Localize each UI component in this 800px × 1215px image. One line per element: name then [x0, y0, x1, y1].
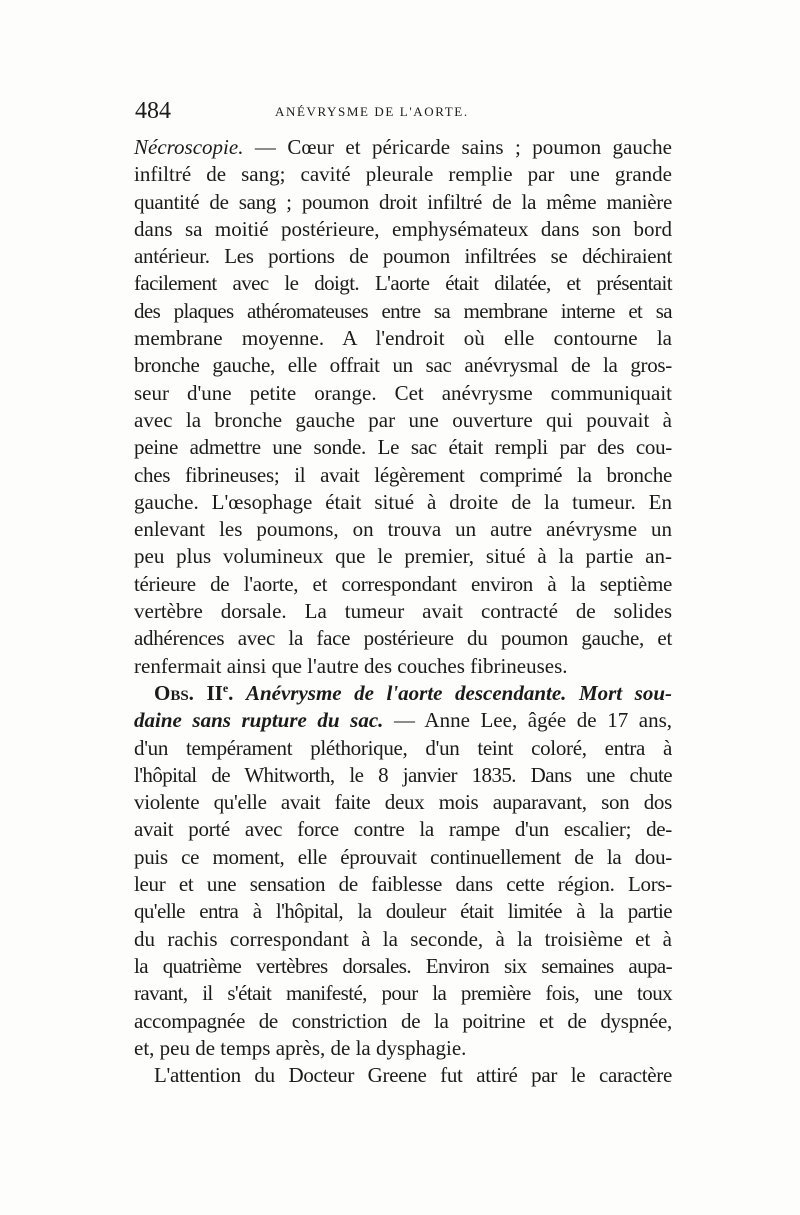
text-line: la quatrième vertèbres dorsales. Environ six semaines aupa- — [134, 953, 672, 978]
obs-number-suffix: e — [222, 680, 229, 695]
text-line: avait porté avec force contre la rampe d'un escalier; de- — [134, 817, 672, 842]
text-line: du rachis correspondant à la seconde, à la troisième et à — [134, 926, 672, 951]
text-line: adhérences avec la face postérieure du poumon gauche, et — [134, 626, 672, 651]
running-head — [135, 96, 675, 126]
text-line: seur d'une petite orange. Cet anévrysme communiquait — [134, 380, 672, 405]
obs-title-cont: daine sans rupture du sac. — [134, 708, 384, 733]
text-line: daine sans rupture du sac. — Anne Lee, âgée de 17 ans, — [134, 708, 673, 733]
text-line: qu'elle entra à l'hôpital, la douleur était limitée à la partie — [134, 899, 672, 924]
obs-number: II — [206, 680, 223, 705]
obs-label: Obs. — [154, 680, 194, 705]
text-line: térieure de l'aorte, et correspondant environ à la septième — [134, 571, 672, 596]
text-line: des plaques athéromateuses entre sa membrane interne et sa — [134, 298, 672, 323]
text-line: et, peu de temps après, de la dysphagie. — [134, 1035, 467, 1060]
text-line: ravant, il s'était manifesté, pour la première fois, une toux — [134, 981, 672, 1006]
text-line: bronche gauche, elle offrait un sac anévrysmal de la gros- — [134, 353, 672, 378]
text-line: vertèbre dorsale. La tumeur avait contracté de solides — [134, 599, 672, 624]
page-number: 484 — [135, 98, 171, 124]
text-line: violente qu'elle avait faite deux mois auparavant, son dos — [134, 790, 672, 815]
text-line: leur et une sensation de faiblesse dans cette région. Lors- — [134, 872, 672, 897]
text-line: ches fibrineuses; il avait légèrement comprimé la bronche — [134, 462, 672, 487]
text-line: antérieur. Les portions de poumon infiltrées se déchiraient — [134, 244, 672, 269]
text-line: accompagnée de constriction de la poitrine et de dyspnée, — [134, 1008, 672, 1033]
text-line: avec la bronche gauche par une ouverture qui pouvait à — [134, 407, 672, 432]
text-line: facilement avec le doigt. L'aorte était dilatée, et présentait — [134, 271, 672, 296]
text-line: Nécroscopie. — Cœur et péricarde sains ; poumon gauche — [134, 135, 672, 159]
section-lead: Nécroscopie. — [134, 135, 244, 159]
text-line: L'attention du Docteur Greene fut attiré par le caractère — [154, 1063, 672, 1088]
obs-title: Anévrysme de l'aorte descendante. Mort sou- — [245, 680, 673, 705]
text-line: enlevant les poumons, on trouva un autre anévrysme un — [134, 517, 672, 542]
text-line: peine admettre une sonde. Le sac était rempli par des cou- — [134, 435, 672, 460]
text-line: d'un tempérament pléthorique, d'un teint coloré, entra à — [134, 735, 672, 760]
text-line: gauche. L'œsophage était situé à droite de la tumeur. En — [134, 489, 672, 514]
text-line: membrane moyenne. A l'endroit où elle contourne la — [134, 326, 672, 351]
running-title: ANÉVRYSME DE L'AORTE. — [275, 104, 469, 119]
text-line: peu plus volumineux que le premier, situé à la partie an- — [134, 544, 672, 569]
text-line: dans sa moitié postérieure, emphysémateux dans son bord — [134, 216, 672, 241]
observation-heading: Obs. IIe. Anévrysme de l'aorte descendante. Mort sou- — [154, 680, 673, 705]
text-line: quantité de sang ; poumon droit infiltré de la même manière — [134, 189, 672, 214]
body-text — [134, 134, 672, 1089]
text-line: infiltré de sang; cavité pleurale remplie par une grande — [134, 162, 672, 187]
text-line: l'hôpital de Whitworth, le 8 janvier 1835. Dans une chute — [134, 762, 672, 787]
text-line: renfermait ainsi que l'autre des couches fibrineuses. — [134, 653, 568, 678]
text-line: puis ce moment, elle éprouvait continuellement de la dou- — [134, 844, 672, 869]
